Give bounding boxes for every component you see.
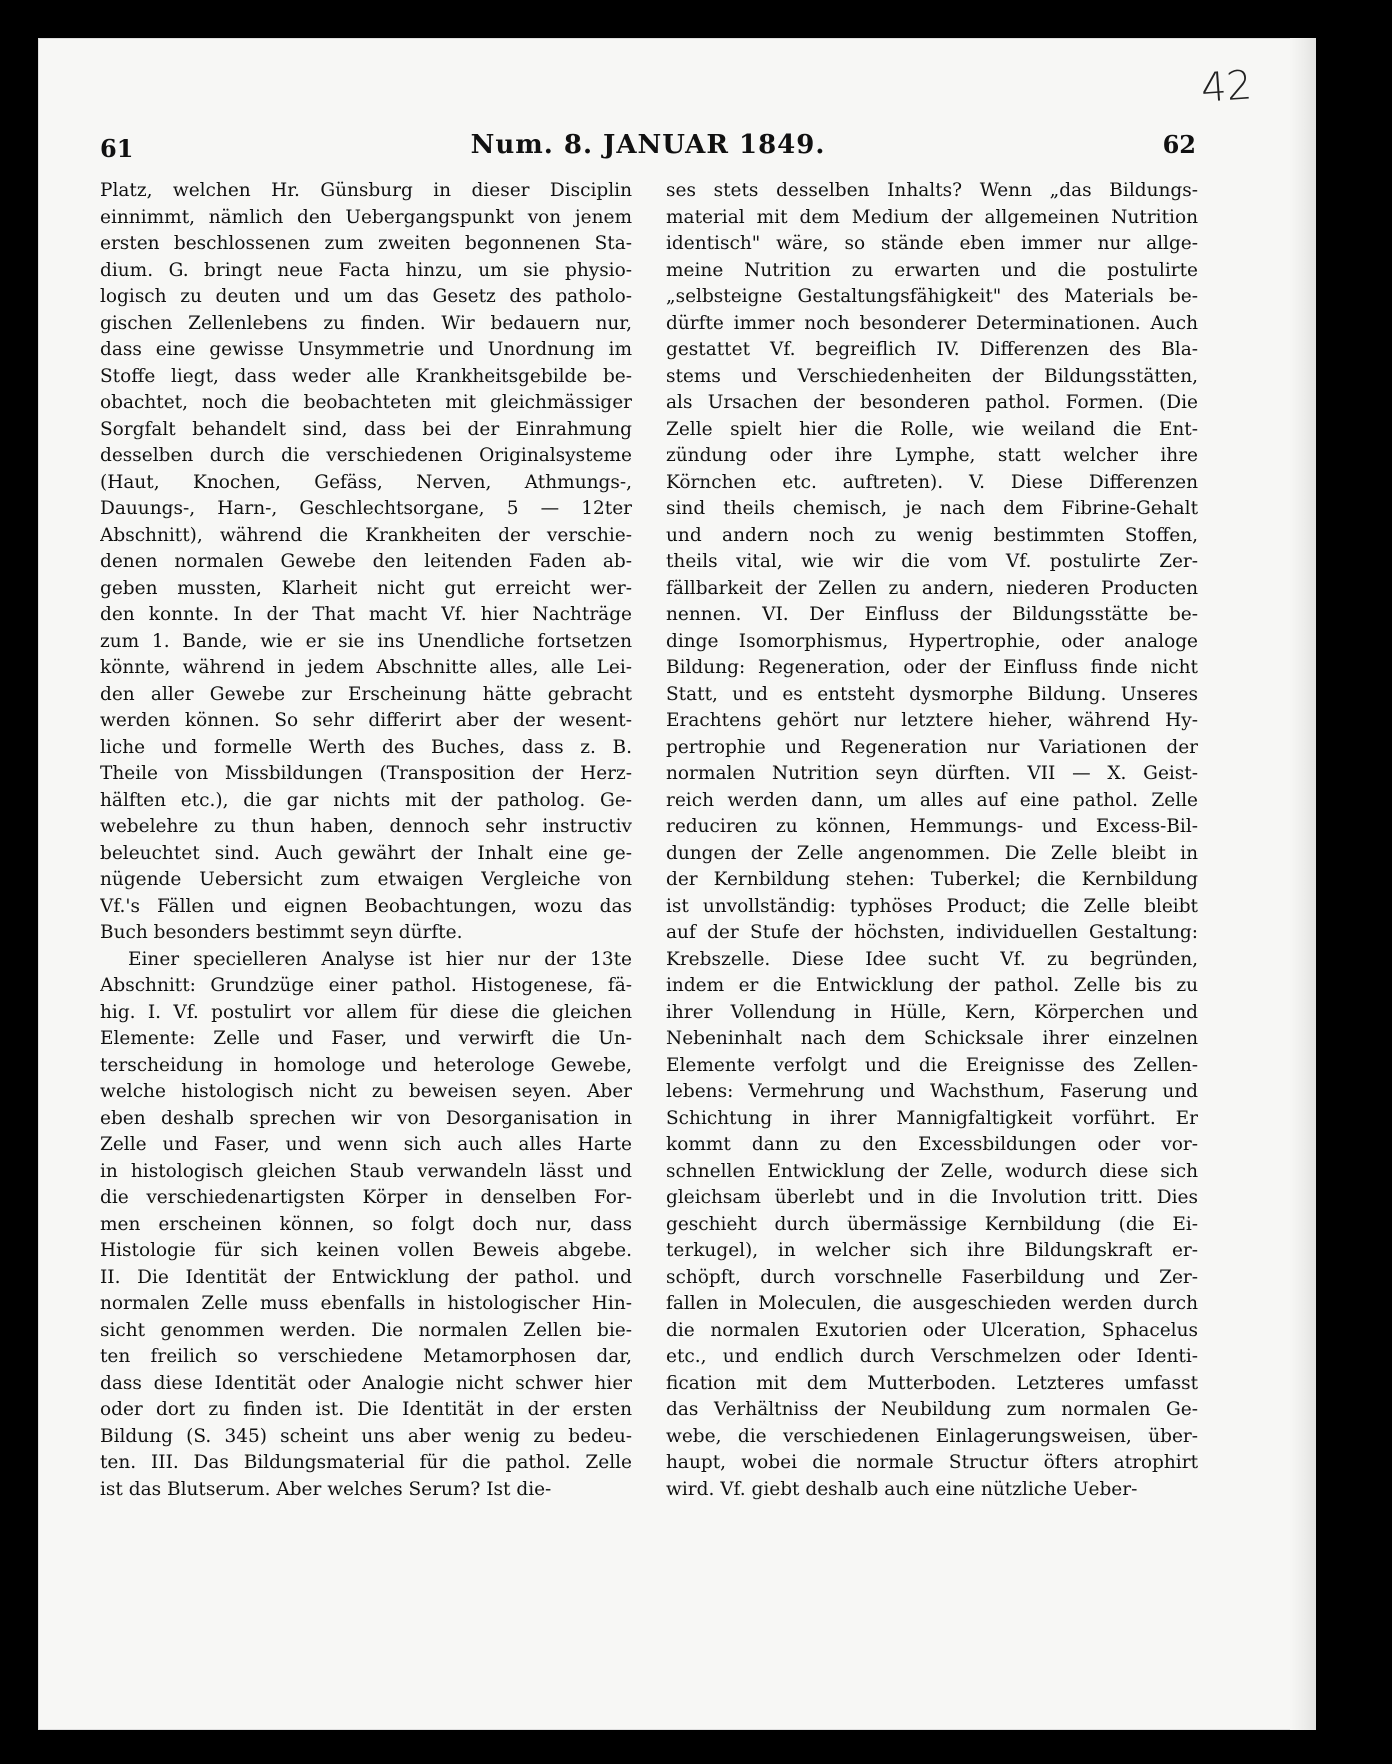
text-line: nügende Uebersicht zum etwaigen Vergleiche von [100,869,632,890]
text-line: und andern noch zu wenig bestimmten Stoffen, [666,524,1198,546]
text-line: Bildung (S. 345) scheint uns aber wenig zu bedeu- [100,1425,632,1447]
text-line: geschieht durch übermässige Kernbildung (die Ei- [666,1213,1198,1235]
text-line: ersten beschlossenen zum zweiten begonnenen Sta- [100,233,632,254]
text-line: schöpft, durch vorschnelle Faserbildung und Zer- [666,1266,1198,1288]
text-line: dinge Isomorphismus, Hypertrophie, oder analoge [666,630,1198,652]
text-line: in histologisch gleichen Staub verwandeln lässt und [100,1160,632,1182]
text-line: den konnte. In der That macht Vf. hier Nachträge [100,604,632,625]
text-line: webe, die verschiedenen Einlagerungsweisen, über- [666,1425,1198,1447]
text-line: Stoffe liegt, dass weder alle Krankheitsgebilde be- [100,365,632,387]
text-line: nennen. VI. Der Einfluss der Bildungsstätte be- [666,604,1198,625]
text-line: ten. III. Das Bildungsmaterial für die pathol. Zelle [100,1452,632,1473]
text-line: Histologie für sich keinen vollen Beweis abgebe. [100,1240,632,1261]
text-line: Dauungs-, Harn-, Geschlechtsorgane, 5 — 12ter [100,498,632,519]
text-line: etc., und endlich durch Verschmelzen oder Identi- [666,1346,1198,1367]
page-number-right: 62 [1162,130,1196,159]
text-line: Einer specielleren Analyse ist hier nur der 13te [128,948,632,970]
paper-sheet [38,38,1316,1730]
text-line: eben deshalb sprechen wir von Desorganisation in [100,1107,632,1129]
text-line: dium. G. bringt neue Facta hinzu, um sie physio- [100,259,632,281]
text-line: ten freilich so verschiedene Metamorphosen dar, [100,1346,632,1367]
text-line: oder dort zu finden ist. Die Identität in der ersten [100,1399,632,1420]
text-line: Statt, und es entsteht dysmorphe Bildung. Unseres [666,683,1198,705]
text-line: gestattet Vf. begreiflich IV. Differenzen des Bla- [666,339,1198,360]
text-line: die verschiedenartigsten Körper in denselben For- [100,1187,632,1208]
text-line: die normalen Exutorien oder Ulceration, Sphacelus [666,1319,1198,1341]
text-line: normalen Nutrition seyn dürften. VII — X. Geist- [666,763,1198,784]
text-line: meine Nutrition zu erwarten und die postulirte [666,259,1198,281]
text-line: den aller Gewebe zur Erscheinung hätte gebracht [100,683,632,705]
text-line: reduciren zu können, Hemmungs- und Excess-Bil- [666,816,1198,837]
text-line: „selbsteigne Gestaltungsfähigkeit" des Materials be- [666,286,1198,307]
text-line: webelehre zu thun haben, dennoch sehr instructiv [100,816,632,837]
text-line: logisch zu deuten und um das Gesetz des patholo- [100,286,632,307]
text-line: Abschnitt), während die Krankheiten der verschie- [100,524,632,546]
text-line: normalen Zelle muss ebenfalls in histologischer Hin- [100,1293,632,1314]
text-line: Abschnitt: Grundzüge einer pathol. Histogenese, fä- [100,975,632,996]
text-line: material mit dem Medium der allgemeinen Nutrition [666,206,1198,228]
handwritten-page-note: 42 [1199,62,1254,112]
text-line: theils vital, wie wir die vom Vf. postulirte Zer- [666,551,1198,572]
text-line: welche histologisch nicht zu beweisen seyen. Aber [100,1081,632,1102]
text-line: ses stets desselben Inhalts? Wenn „das Bildungs- [666,180,1198,201]
text-line: ist unvollständig: typhöses Product; die Zelle bleibt [666,895,1198,917]
text-line: dürfte immer noch besonderer Determinationen. Auch [666,312,1198,334]
text-line: Krebszelle. Diese Idee sucht Vf. zu begründen, [666,948,1198,970]
page-number-left: 61 [100,134,134,163]
text-line: Elemente verfolgt und die Ereignisse des Zellen- [666,1054,1198,1076]
text-line: desselben durch die verschiedenen Originalsysteme [100,445,632,466]
text-line: identisch" wäre, so stände eben immer nur allge- [666,233,1198,254]
text-line: werden können. So sehr differirt aber der wesent- [100,710,632,731]
text-line: Erachtens gehört nur letztere hieher, während Hy- [666,710,1198,731]
text-line: hig. I. Vf. postulirt vor allem für diese die gleichen [100,1001,632,1023]
text-line: einnimmt, nämlich den Uebergangspunkt von jenem [100,206,632,228]
text-line: indem er die Entwicklung der pathol. Zelle bis zu [666,975,1198,996]
text-line: terkugel), in welcher sich ihre Bildungskraft er- [666,1240,1198,1261]
text-line: Platz, welchen Hr. Günsburg in dieser Disciplin [100,180,632,201]
text-line: Nebeninhalt nach dem Schicksale ihrer einzelnen [666,1028,1198,1049]
text-line: kommt dann zu den Excessbildungen oder vor- [666,1134,1198,1155]
text-line: lebens: Vermehrung und Wachsthum, Faserung und [666,1081,1198,1102]
text-line: reich werden dann, um alles auf eine pathol. Zelle [666,789,1198,811]
text-line: geben mussten, Klarheit nicht gut erreicht wer- [100,577,632,599]
text-line: haupt, wobei die normale Structur öfters atrophirt [666,1452,1198,1473]
text-line: stems und Verschiedenheiten der Bildungsstätten, [666,365,1198,387]
text-line: Elemente: Zelle und Faser, und verwirft die Un- [100,1028,632,1049]
text-line: dass eine gewisse Unsymmetrie und Unordnung im [100,339,632,360]
text-line: gischen Zellenlebens zu finden. Wir bedauern nur, [100,312,632,334]
text-line: Zelle und Faser, und wenn sich auch alles Harte [100,1134,632,1155]
text-line: dungen der Zelle angenommen. Die Zelle bleibt in [666,842,1198,864]
text-line: dass diese Identität oder Analogie nicht schwer hier [100,1372,632,1394]
text-line: das Verhältniss der Neubildung zum normalen Ge- [666,1399,1198,1420]
text-line: fication mit dem Mutterboden. Letzteres umfasst [666,1372,1198,1394]
text-line: Körnchen etc. auftreten). V. Diese Differenzen [666,471,1198,493]
text-line: fallen in Moleculen, die ausgeschieden werden durch [666,1293,1198,1314]
text-line: zum 1. Bande, wie er sie ins Unendliche fortsetzen [100,630,632,652]
text-line: Schichtung in ihrer Mannigfaltigkeit vorführt. Er [666,1107,1198,1129]
text-line: zündung oder ihre Lymphe, statt welcher ihre [666,445,1198,466]
running-header [100,130,1196,170]
text-line: terscheidung in homologe und heterologe Gewebe, [100,1054,632,1076]
text-line: schnellen Entwicklung der Zelle, wodurch diese sich [666,1160,1198,1182]
text-line: denen normalen Gewebe den leitenden Faden ab- [100,551,632,572]
text-line: Vf.'s Fällen und eignen Beobachtungen, wozu das [100,895,632,917]
text-line: pertrophie und Regeneration nur Variationen der [666,736,1198,758]
text-line: fällbarkeit der Zellen zu andern, niederen Producten [666,577,1198,599]
text-line: könnte, während in jedem Abschnitte alles, alle Lei- [100,657,632,678]
text-line: hälften etc.), die gar nichts mit der patholog. Ge- [100,789,632,811]
text-line: men erscheinen können, so folgt doch nur, dass [100,1213,632,1235]
text-line: wird. Vf. giebt deshalb auch eine nützliche Ueber- [666,1478,1138,1500]
text-line: beleuchtet sind. Auch gewährt der Inhalt eine ge- [100,842,632,864]
text-line: Zelle spielt hier die Rolle, wie weiland die Ent- [666,418,1198,440]
text-line: (Haut, Knochen, Gefäss, Nerven, Athmungs-, [100,471,632,493]
left-column [100,178,632,1503]
text-line: Bildung: Regeneration, oder der Einfluss finde nicht [666,657,1198,678]
text-line: II. Die Identität der Entwicklung der pathol. und [100,1266,632,1288]
text-line: liche und formelle Werth des Buches, dass z. B. [100,736,632,758]
issue-title: Num. 8. JANUAR 1849. [470,130,826,160]
paper-edge-shadow [1290,38,1316,1730]
text-line: Sorgfalt behandelt sind, dass bei der Einrahmung [100,418,632,440]
right-column [666,178,1198,1503]
text-line: gleichsam überlebt und in die Involution tritt. Dies [666,1187,1198,1208]
text-line: ist das Blutserum. Aber welches Serum? Ist die- [100,1478,552,1500]
text-line: obachtet, noch die beobachteten mit gleichmässiger [100,392,632,413]
text-line: Theile von Missbildungen (Transposition der Herz- [100,763,632,784]
text-line: sind theils chemisch, je nach dem Fibrine-Gehalt [666,498,1198,519]
text-line: der Kernbildung stehen: Tuberkel; die Kernbildung [666,869,1198,890]
text-line: Buch besonders bestimmt seyn dürfte. [100,922,463,943]
text-line: auf der Stufe der höchsten, individuellen Gestaltung: [666,922,1198,943]
text-line: ihrer Vollendung in Hülle, Kern, Körperchen und [666,1001,1198,1023]
text-line: sicht genommen werden. Die normalen Zellen bie- [100,1319,632,1341]
text-line: als Ursachen der besonderen pathol. Formen. (Die [666,392,1198,413]
